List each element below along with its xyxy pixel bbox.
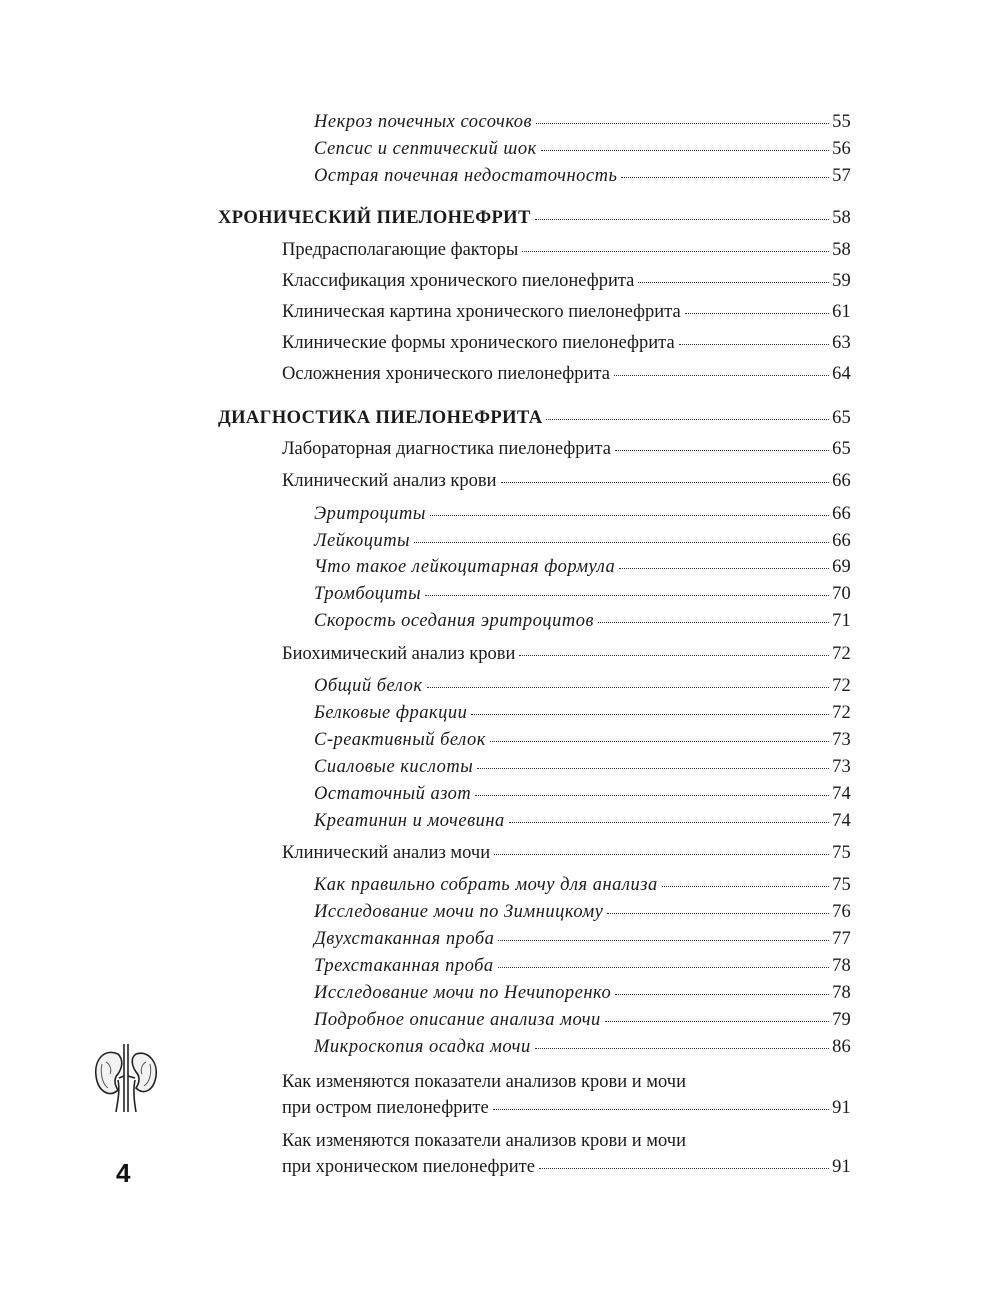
toc-entry-page: 66 xyxy=(832,504,851,524)
toc-entry-biochem[interactable] xyxy=(0,640,986,668)
toc-entry-page: 75 xyxy=(832,843,851,863)
toc-entry-title: Сиаловые кислоты xyxy=(314,757,474,777)
toc-entry-page: 91 xyxy=(832,1157,851,1177)
dot-leader xyxy=(519,654,829,656)
toc-entry-page: 86 xyxy=(832,1037,851,1057)
toc-entry-title: Клинический анализ крови xyxy=(282,471,497,491)
dot-leader xyxy=(477,767,829,769)
toc-entry-page: 66 xyxy=(832,531,851,551)
toc-entry-page: 59 xyxy=(832,271,851,291)
toc-entry-detailed-urine[interactable] xyxy=(0,1006,986,1034)
toc-entry-platelets[interactable] xyxy=(0,580,986,608)
toc-entry-sialic-acids[interactable] xyxy=(0,753,986,781)
toc-entry-chronic-changes[interactable] xyxy=(0,1127,986,1183)
dot-leader xyxy=(498,939,829,941)
dot-leader xyxy=(490,740,829,742)
kidney-icon xyxy=(88,1040,164,1116)
toc-entry-title-line2: при остром пиелонефрите xyxy=(282,1098,489,1118)
toc-chapter-title: ДИАГНОСТИКА ПИЕЛОНЕФРИТА xyxy=(218,408,543,428)
dot-leader xyxy=(598,621,829,623)
toc-entry-title-line2: при хроническом пиелонефрите xyxy=(282,1157,535,1177)
toc-entry-title: Как правильно собрать мочу для анализа xyxy=(314,875,658,895)
toc-entry-title: Микроскопия осадка мочи xyxy=(314,1037,531,1057)
toc-entry-necrosis[interactable] xyxy=(0,108,986,136)
dot-leader xyxy=(605,1020,829,1022)
toc-entry-title-line1: Как изменяются показатели анализов крови и мочи xyxy=(282,1131,686,1151)
toc-entry-page: 72 xyxy=(832,644,851,664)
toc-entry-page: 64 xyxy=(832,364,851,384)
toc-entry-page: 76 xyxy=(832,902,851,922)
toc-entry-predisposing-factors[interactable] xyxy=(0,236,986,264)
toc-entry-title: Тромбоциты xyxy=(314,584,422,604)
toc-entry-classification[interactable] xyxy=(0,267,986,295)
toc-entry-page: 66 xyxy=(832,471,851,491)
toc-entry-title: Лейкоциты xyxy=(314,531,411,551)
dot-leader xyxy=(494,853,829,855)
toc-entry-page: 79 xyxy=(832,1010,851,1030)
toc-entry-page: 77 xyxy=(832,929,851,949)
dot-leader xyxy=(546,418,829,420)
toc-entry-page: 72 xyxy=(832,703,851,723)
dot-leader xyxy=(522,250,829,252)
toc-entry-lab-diagnostics[interactable] xyxy=(0,435,986,463)
toc-entry-title: Сепсис и септический шок xyxy=(314,139,537,159)
toc-entry-title: Двухстаканная проба xyxy=(314,929,495,949)
toc-entry-page: 78 xyxy=(832,956,851,976)
dot-leader xyxy=(679,343,829,345)
toc-entry-title: Эритроциты xyxy=(314,504,426,524)
toc-entry-clinical-picture[interactable] xyxy=(0,298,986,326)
toc-entry-clinical-forms[interactable] xyxy=(0,329,986,357)
dot-leader xyxy=(536,122,829,124)
dot-leader xyxy=(619,567,829,569)
toc-entry-title: Исследование мочи по Нечипоренко xyxy=(314,983,612,1003)
dot-leader xyxy=(427,686,830,688)
dot-leader xyxy=(414,541,829,543)
dot-leader xyxy=(662,885,829,887)
toc-entry-title: Трехстаканная проба xyxy=(314,956,494,976)
dot-leader xyxy=(501,481,830,483)
toc-entry-acute-kidney-failure[interactable] xyxy=(0,162,986,190)
toc-entry-page: 75 xyxy=(832,875,851,895)
toc-entry-creatinine[interactable] xyxy=(0,807,986,835)
toc-entry-title: Классификация хронического пиелонефрита xyxy=(282,271,635,291)
toc-entry-page: 73 xyxy=(832,757,851,777)
toc-entry-title-line1: Как изменяются показатели анализов крови и мочи xyxy=(282,1072,686,1092)
toc-entry-title: Что такое лейкоцитарная формула xyxy=(314,557,616,577)
toc-entry-page: 65 xyxy=(832,439,851,459)
toc-entry-title: Подробное описание анализа мочи xyxy=(314,1010,601,1030)
toc-entry-title: Скорость оседания эритроцитов xyxy=(314,611,595,631)
toc-entry-page: 78 xyxy=(832,983,851,1003)
toc-entry-page: 63 xyxy=(832,333,851,353)
dot-leader xyxy=(614,374,829,376)
page-number: 4 xyxy=(116,1158,131,1188)
dot-leader xyxy=(430,514,829,516)
toc-entry-title: Клиническая картина хронического пиелонефрита xyxy=(282,302,681,322)
dot-leader xyxy=(541,149,829,151)
toc-entry-title: Клинический анализ мочи xyxy=(282,843,491,863)
toc-entry-page: 73 xyxy=(832,730,851,750)
toc-chapter-diagnostics[interactable] xyxy=(0,404,986,432)
dot-leader xyxy=(638,281,829,283)
toc-entry-title: Белковые фракции xyxy=(314,703,468,723)
dot-leader xyxy=(621,176,829,178)
dot-leader xyxy=(509,821,829,823)
toc-entry-leuko-formula[interactable] xyxy=(0,553,986,581)
toc-entry-title: Общий белок xyxy=(314,676,423,696)
dot-leader xyxy=(498,966,829,968)
toc-entry-page: 55 xyxy=(832,112,851,132)
toc-entry-zimnitsky[interactable] xyxy=(0,898,986,926)
toc-entry-page: 72 xyxy=(832,676,851,696)
toc-entry-title: Биохимический анализ крови xyxy=(282,644,516,664)
toc-entry-sepsis[interactable] xyxy=(0,135,986,163)
toc-entry-page: 69 xyxy=(832,557,851,577)
dot-leader xyxy=(471,713,829,715)
toc-entry-title: Остаточный азот xyxy=(314,784,472,804)
toc-entry-page: 57 xyxy=(832,166,851,186)
toc-chapter-chronic-pyelonephritis[interactable] xyxy=(0,204,986,232)
toc-entry-title: Острая почечная недостаточность xyxy=(314,166,618,186)
toc-entry-title: Исследование мочи по Зимницкому xyxy=(314,902,604,922)
toc-entry-residual-nitrogen[interactable] xyxy=(0,780,986,808)
toc-entry-cbc[interactable] xyxy=(0,467,986,495)
toc-entry-leukocytes[interactable] xyxy=(0,527,986,555)
toc-entry-esr[interactable] xyxy=(0,607,986,635)
toc-entry-urinalysis[interactable] xyxy=(0,839,986,867)
toc-entry-title: С-реактивный белок xyxy=(314,730,486,750)
toc-entry-title: Креатинин и мочевина xyxy=(314,811,505,831)
toc-entry-page: 58 xyxy=(832,208,851,228)
toc-entry-two-glass-test[interactable] xyxy=(0,925,986,953)
toc-entry-page: 74 xyxy=(832,784,851,804)
toc-entry-page: 74 xyxy=(832,811,851,831)
toc-entry-crp[interactable] xyxy=(0,726,986,754)
toc-entry-page: 65 xyxy=(832,408,851,428)
toc-entry-nechiporenko[interactable] xyxy=(0,979,986,1007)
dot-leader xyxy=(425,594,829,596)
toc-entry-title: Клинические формы хронического пиелонефрита xyxy=(282,333,675,353)
dot-leader xyxy=(615,993,829,995)
toc-entry-title: Лабораторная диагностика пиелонефрита xyxy=(282,439,611,459)
toc-entry-page: 70 xyxy=(832,584,851,604)
toc-entry-total-protein[interactable] xyxy=(0,672,986,700)
toc-entry-title: Некроз почечных сосочков xyxy=(314,112,533,132)
toc-chapter-title: ХРОНИЧЕСКИЙ ПИЕЛОНЕФРИТ xyxy=(218,208,531,228)
dot-leader xyxy=(615,449,829,451)
dot-leader xyxy=(475,794,829,796)
toc-entry-title: Осложнения хронического пиелонефрита xyxy=(282,364,610,384)
toc-entry-page: 56 xyxy=(832,139,851,159)
toc-entry-page: 71 xyxy=(832,611,851,631)
toc-entry-protein-fractions[interactable] xyxy=(0,699,986,727)
dot-leader xyxy=(539,1167,829,1169)
toc-entry-complications[interactable] xyxy=(0,360,986,388)
toc-entry-collect-urine[interactable] xyxy=(0,871,986,899)
toc-entry-title: Предрасполагающие факторы xyxy=(282,240,519,260)
dot-leader xyxy=(607,912,829,914)
dot-leader xyxy=(535,218,829,220)
toc-entry-page: 61 xyxy=(832,302,851,322)
toc-entry-page: 91 xyxy=(832,1098,851,1118)
dot-leader xyxy=(493,1108,829,1110)
toc-entry-page: 58 xyxy=(832,240,851,260)
dot-leader xyxy=(685,312,829,314)
toc-entry-three-glass-test[interactable] xyxy=(0,952,986,980)
toc-entry-erythrocytes[interactable] xyxy=(0,500,986,528)
dot-leader xyxy=(535,1047,829,1049)
